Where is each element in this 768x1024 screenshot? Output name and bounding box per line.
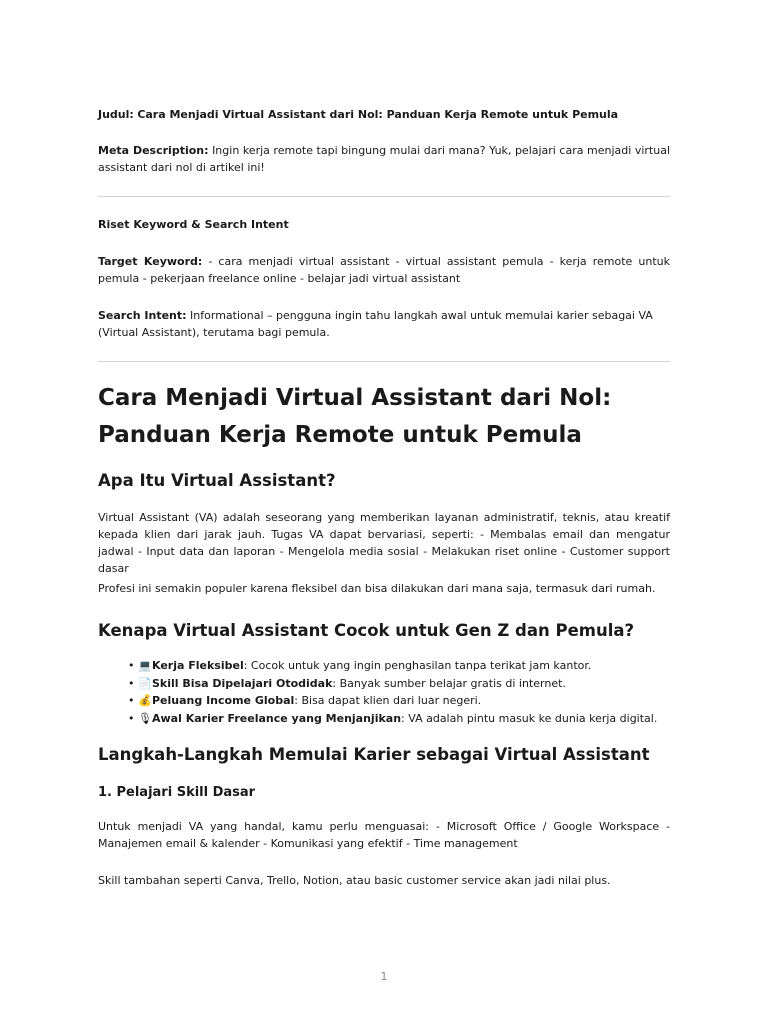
intent-label: Search Intent: bbox=[98, 309, 187, 322]
section1-para2: Profesi ini semakin populer karena fleksibel dan bisa dilakukan dari mana saja, termasuk dari rumah. bbox=[98, 582, 656, 595]
benefit-list bbox=[98, 657, 700, 727]
title-line bbox=[98, 106, 670, 123]
list-item-label: Skill Bisa Dipelajari Otodidak bbox=[152, 676, 333, 690]
list-item-text: : Bisa dapat klien dari luar negeri. bbox=[294, 694, 482, 707]
list-item: • 🎙Awal Karier Freelance yang Menjanjikan: VA adalah pintu masuk ke dunia kerja digital. bbox=[128, 710, 700, 728]
page-number: 1 bbox=[380, 970, 388, 983]
section3-heading: Langkah-Langkah Memulai Karier sebagai Virtual Assistant bbox=[98, 745, 650, 764]
list-item: • 💻Kerja Fleksibel: Cocok untuk yang ingin penghasilan tanpa terikat jam kantor. bbox=[128, 657, 700, 675]
list-item: • 💰Peluang Income Global: Bisa dapat klien dari luar negeri. bbox=[128, 692, 700, 710]
intent-text: Informational – pengguna ingin tahu langkah awal untuk memulai karier sebagai VA (Virtual Assistant), terutama bagi pemula. bbox=[98, 309, 653, 339]
search-intent bbox=[98, 307, 670, 341]
riset-heading: Riset Keyword & Search Intent bbox=[98, 218, 289, 231]
target-keyword bbox=[98, 253, 670, 287]
list-item-label: Peluang Income Global bbox=[152, 694, 295, 707]
meta-description bbox=[98, 142, 670, 176]
meta-label: Meta Description: bbox=[98, 144, 209, 157]
section2-heading: Kenapa Virtual Assistant Cocok untuk Gen Z dan Pemula? bbox=[98, 621, 635, 640]
laptop-icon: 💻 bbox=[138, 659, 152, 672]
title-label: Judul: bbox=[98, 108, 134, 121]
list-item: • 📄Skill Bisa Dipelajari Otodidak: Banyak sumber belajar gratis di internet. bbox=[128, 675, 700, 693]
section1-heading: Apa Itu Virtual Assistant? bbox=[98, 471, 336, 490]
section1-para1: Virtual Assistant (VA) adalah seseorang yang memberikan layanan administratif, teknis, atau kreatif kepada klien dari jarak jauh. Tugas VA dapat bervariasi, seperti: - Membalas email dan mengatur jadwal - Input data dan laporan - Mengelola media sosial - Melakukan riset online - Customer support dasar bbox=[98, 511, 670, 575]
meta-text: Ingin kerja remote tapi bingung mulai dari mana? Yuk, pelajari cara menjadi virtual assistant dari nol di artikel ini! bbox=[98, 144, 670, 174]
sub1-heading: 1. Pelajari Skill Dasar bbox=[98, 785, 256, 800]
list-item-text: : Cocok untuk yang ingin penghasilan tanpa terikat jam kantor. bbox=[243, 659, 592, 672]
sub1-para2: Skill tambahan seperti Canva, Trello, Notion, atau basic customer service akan jadi nilai plus. bbox=[98, 874, 611, 887]
title-text: Cara Menjadi Virtual Assistant dari Nol: Panduan Kerja Remote untuk Pemula bbox=[137, 108, 619, 121]
list-item-text: : Banyak sumber belajar gratis di internet. bbox=[332, 676, 566, 690]
microphone-icon: 🎙 bbox=[138, 711, 152, 725]
list-item-text: : VA adalah pintu masuk ke dunia kerja digital. bbox=[401, 711, 658, 725]
sub1-para1: Untuk menjadi VA yang handal, kamu perlu menguasai: - Microsoft Office / Google Workspace - Manajemen email & kalender - Komunikasi yang efektif - Time management bbox=[98, 820, 670, 850]
divider-2 bbox=[98, 361, 670, 362]
list-item-label: Kerja Fleksibel bbox=[152, 659, 244, 672]
document-icon: 📄 bbox=[138, 676, 152, 690]
divider-1 bbox=[98, 196, 670, 197]
money-bag-icon: 💰 bbox=[138, 694, 152, 707]
target-text: - cara menjadi virtual assistant - virtual assistant pemula - kerja remote untuk pemula - pekerjaan freelance online - belajar jadi virtual assistant bbox=[98, 255, 670, 285]
article-title: Cara Menjadi Virtual Assistant dari Nol: Panduan Kerja Remote untuk Pemula bbox=[98, 385, 612, 448]
target-label: Target Keyword: bbox=[98, 255, 203, 268]
list-item-label: Awal Karier Freelance yang Menjanjikan bbox=[152, 711, 402, 725]
